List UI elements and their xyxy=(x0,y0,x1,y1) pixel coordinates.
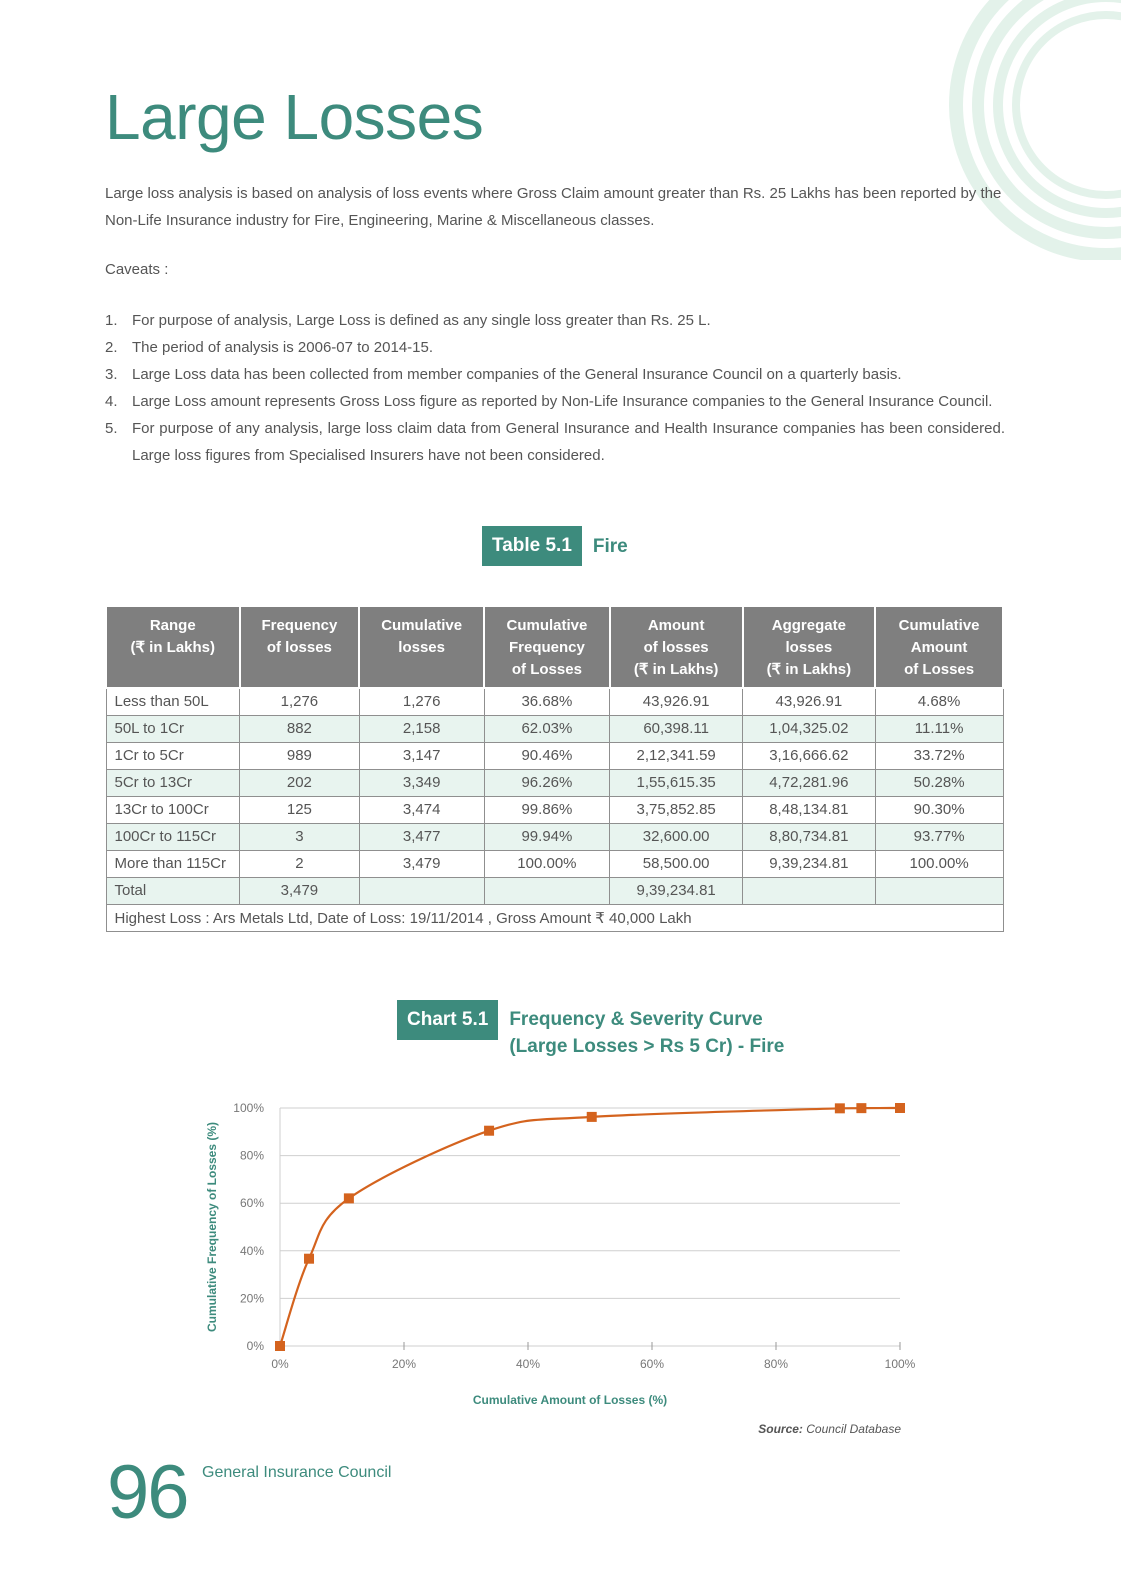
table-cell xyxy=(743,877,876,904)
table-cell: 43,926.91 xyxy=(610,688,743,715)
chart-title-line1: Frequency & Severity Curve xyxy=(509,1009,763,1030)
column-header xyxy=(610,606,743,688)
column-header xyxy=(875,606,1003,688)
table-cell: 90.30% xyxy=(875,796,1003,823)
range-cell: 1Cr to 5Cr xyxy=(106,742,240,769)
caveats-list xyxy=(105,307,1005,469)
chart-badge: Chart 5.1 xyxy=(397,1000,498,1040)
caveats-heading: Caveats : xyxy=(105,261,169,278)
data-point xyxy=(587,1112,597,1122)
table-row xyxy=(106,796,1003,823)
total-row xyxy=(106,877,1003,904)
column-header-line: (₹ in Lakhs) xyxy=(766,661,852,678)
highest-loss-note: Highest Loss : Ars Metals Ltd, Date of Loss: 19/11/2014 , Gross Amount ₹ 40,000 Lakh xyxy=(106,904,1003,931)
intro-paragraph: Large loss analysis is based on analysis of loss events where Gross Claim amount greater than Rs. 25 Lakhs has been reported by the Non-Life Insurance industry for Fire, Engineering, Marine & Miscellaneous classes. xyxy=(105,185,1002,229)
column-header xyxy=(359,606,484,688)
table-cell: 96.26% xyxy=(484,769,610,796)
table-cell: 36.68% xyxy=(484,688,610,715)
column-header-line: of losses xyxy=(266,639,332,656)
table-cell: 1,55,615.35 xyxy=(610,769,743,796)
chart-source xyxy=(758,1422,901,1436)
table-cell: 90.46% xyxy=(484,742,610,769)
table-cell: 33.72% xyxy=(875,742,1003,769)
table-cell: 3,147 xyxy=(359,742,484,769)
column-header-line: Frequency xyxy=(508,639,585,656)
caveat-number: 2. xyxy=(105,339,118,356)
data-point xyxy=(275,1341,285,1351)
range-cell: More than 115Cr xyxy=(106,850,240,877)
series-line xyxy=(280,1108,900,1346)
source-label: Source: xyxy=(758,1422,803,1436)
table-cell: 62.03% xyxy=(484,715,610,742)
column-header-line: of Losses xyxy=(904,661,975,678)
table-cell: 50.28% xyxy=(875,769,1003,796)
column-header xyxy=(484,606,610,688)
caveat-item xyxy=(105,388,1005,415)
page-number: 96 xyxy=(107,1450,188,1535)
table-cell: 60,398.11 xyxy=(610,715,743,742)
table-cell: 93.77% xyxy=(875,823,1003,850)
chart-title xyxy=(509,1000,784,1060)
table-cell: 3,474 xyxy=(359,796,484,823)
data-point xyxy=(344,1193,354,1203)
caveat-text: For purpose of any analysis, large loss claim data from General Insurance and Health Insurance companies has been considered. Large loss figures from Specialised Insurers have not been considered. xyxy=(132,420,1005,464)
table-cell: 882 xyxy=(240,715,360,742)
table-cell: 99.86% xyxy=(484,796,610,823)
table-cell: 8,80,734.81 xyxy=(743,823,876,850)
x-tick-label: 60% xyxy=(639,1357,665,1371)
table-caption xyxy=(482,526,628,566)
x-tick-label: 20% xyxy=(391,1357,417,1371)
caveat-number: 1. xyxy=(105,312,118,329)
column-header xyxy=(106,606,240,688)
column-header-line: (₹ in Lakhs) xyxy=(130,639,216,656)
caveat-text: For purpose of analysis, Large Loss is defined as any single loss greater than Rs. 25 L. xyxy=(132,312,711,329)
table-cell xyxy=(359,877,484,904)
fire-losses-table xyxy=(105,605,1004,932)
column-header-line: of losses xyxy=(643,639,709,656)
table-cell: 3,75,852.85 xyxy=(610,796,743,823)
caveat-text: Large Loss data has been collected from member companies of the General Insurance Council on a quarterly basis. xyxy=(132,366,902,383)
range-cell: 5Cr to 13Cr xyxy=(106,769,240,796)
table-cell: 125 xyxy=(240,796,360,823)
column-header-line: Amount xyxy=(647,617,705,634)
x-tick-label: 40% xyxy=(515,1357,541,1371)
caveat-text: The period of analysis is 2006-07 to 2014-15. xyxy=(132,339,434,356)
table-cell: 2,158 xyxy=(359,715,484,742)
table-cell: 3,479 xyxy=(240,877,360,904)
x-tick-label: 0% xyxy=(271,1357,289,1371)
caveat-item xyxy=(105,307,1005,334)
column-header-line: Aggregate xyxy=(771,617,846,634)
column-header-line: Cumulative xyxy=(381,617,463,634)
range-cell: 50L to 1Cr xyxy=(106,715,240,742)
table-cell: 4.68% xyxy=(875,688,1003,715)
range-cell: Less than 50L xyxy=(106,688,240,715)
table-row xyxy=(106,742,1003,769)
data-point xyxy=(856,1103,866,1113)
table-cell: 58,500.00 xyxy=(610,850,743,877)
y-tick-label: 40% xyxy=(239,1243,264,1258)
column-header xyxy=(743,606,876,688)
table-cell: 11.11% xyxy=(875,715,1003,742)
table-cell: 3,349 xyxy=(359,769,484,796)
y-tick-label: 60% xyxy=(239,1196,264,1211)
highest-loss-row xyxy=(106,904,1003,931)
y-axis-title: Cumulative Frequency of Losses (%) xyxy=(205,1121,219,1333)
table-cell: 43,926.91 xyxy=(743,688,876,715)
y-tick-label: 100% xyxy=(233,1101,264,1115)
table-cell: 1,04,325.02 xyxy=(743,715,876,742)
column-header-line: Cumulative xyxy=(898,617,980,634)
page-title: Large Losses xyxy=(105,81,484,153)
x-tick-label: 80% xyxy=(763,1357,789,1371)
table-cell: 4,72,281.96 xyxy=(743,769,876,796)
table-cell: 100.00% xyxy=(875,850,1003,877)
table-cell: 9,39,234.81 xyxy=(610,877,743,904)
data-point xyxy=(304,1254,314,1264)
caveat-number: 4. xyxy=(105,393,118,410)
table-row xyxy=(106,769,1003,796)
column-header-line: of Losses xyxy=(511,661,582,678)
table-cell: 2,12,341.59 xyxy=(610,742,743,769)
data-point xyxy=(895,1103,905,1113)
source-text: Council Database xyxy=(806,1422,901,1436)
table-badge: Table 5.1 xyxy=(482,526,582,566)
range-cell: 13Cr to 100Cr xyxy=(106,796,240,823)
table-cell xyxy=(484,877,610,904)
x-tick-label: 100% xyxy=(884,1357,916,1371)
column-header-line: Range xyxy=(149,617,196,634)
caveat-item xyxy=(105,415,1005,469)
table-cell: 100.00% xyxy=(484,850,610,877)
table-row xyxy=(106,850,1003,877)
table-cell: 8,48,134.81 xyxy=(743,796,876,823)
y-tick-label: 80% xyxy=(239,1148,264,1163)
table-cell: 3,477 xyxy=(359,823,484,850)
table-cell: 32,600.00 xyxy=(610,823,743,850)
table-cell: 1,276 xyxy=(240,688,360,715)
table-cell: 989 xyxy=(240,742,360,769)
table-cell: 9,39,234.81 xyxy=(743,850,876,877)
table-cell: 3,16,666.62 xyxy=(743,742,876,769)
table-header-row xyxy=(106,606,1003,688)
caveat-text: Large Loss amount represents Gross Loss figure as reported by Non-Life Insurance companies to the General Insurance Council. xyxy=(132,393,993,410)
table-cell: 202 xyxy=(240,769,360,796)
table-row xyxy=(106,823,1003,850)
data-point xyxy=(484,1126,494,1136)
column-header-line: (₹ in Lakhs) xyxy=(633,661,719,678)
chart-caption xyxy=(397,1000,784,1060)
table-cell: 3,479 xyxy=(359,850,484,877)
table-cell: 99.94% xyxy=(484,823,610,850)
caveat-item xyxy=(105,334,1005,361)
column-header-line: Frequency xyxy=(261,617,338,634)
y-tick-label: 0% xyxy=(246,1339,264,1353)
column-header-line: losses xyxy=(398,639,445,656)
table-cell: 1,276 xyxy=(359,688,484,715)
chart-title-line2: (Large Losses > Rs 5 Cr) - Fire xyxy=(509,1036,785,1057)
caveat-number: 3. xyxy=(105,366,118,383)
caveat-number: 5. xyxy=(105,420,118,437)
column-header-line: losses xyxy=(785,639,833,656)
frequency-severity-chart xyxy=(180,1090,940,1420)
table-cell xyxy=(875,877,1003,904)
table-cell: 2 xyxy=(240,850,360,877)
organization-name: General Insurance Council xyxy=(202,1464,392,1481)
table-cell: 3 xyxy=(240,823,360,850)
data-point xyxy=(835,1103,845,1113)
table-row xyxy=(106,715,1003,742)
caveat-item xyxy=(105,361,1005,388)
range-cell: 100Cr to 115Cr xyxy=(106,823,240,850)
table-title: Fire xyxy=(592,536,628,557)
x-axis-title: Cumulative Amount of Losses (%) xyxy=(472,1393,668,1407)
table-row xyxy=(106,688,1003,715)
column-header xyxy=(240,606,360,688)
y-tick-label: 20% xyxy=(239,1291,264,1306)
range-cell: Total xyxy=(106,877,240,904)
column-header-line: Cumulative xyxy=(506,617,588,634)
column-header-line: Amount xyxy=(910,639,968,656)
